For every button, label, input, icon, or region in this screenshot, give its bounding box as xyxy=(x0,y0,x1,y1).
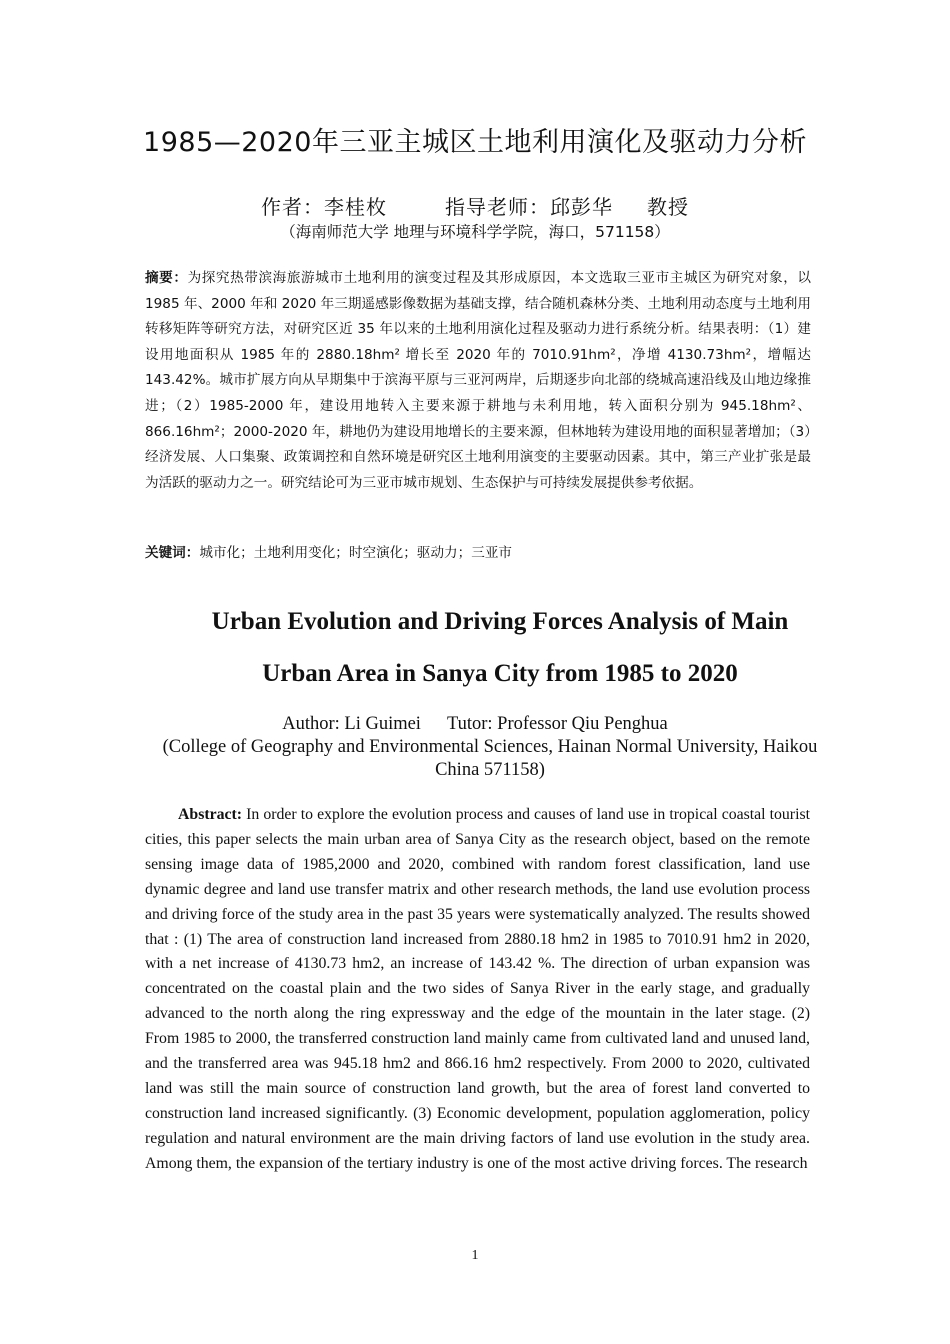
page-number: 1 xyxy=(471,1248,479,1263)
chinese-keywords-text: 城市化；土地利用变化；时空演化；驱动力；三亚市 xyxy=(199,545,513,561)
chinese-abstract-text: 为探究热带滨海旅游城市土地利用的演变过程及其形成原因，本文选取三亚市主城区为研究对象，以 1985 年、2000 年和 2020 年三期遥感影像数据为基础支撑，结合随机森林分类、土地利用动态度与土地利用转移矩阵等研究方法，对研究区近 35 年以来的土地利用演化过程及驱动力进行系统分析。结果表明：（1）建设用地面积从 1985 年的 2880.18hm² 增长至 2020 年的 7010.91hm²，净增 4130.73hm²，增幅达 143.42%。城市扩展方向从早期集中于滨海平原与三亚河两岸，后期逐步向北部的绕城高速沿线及山地边缘推进；（2）1985-2000 年，建设用地转入主要来源于耕地与未利用地，转入面积分别为 945.18hm²、866.16hm²；2000-2020 年，耕地仍为建设用地增长的主要来源，但林地转为建设用地的面积显著增加；（3）经济发展、人口集聚、政策调控和自然环境是研究区土地利用演变的主要驱动因素。其中，第三产业扩张是最为活跃的驱动力之一。研究结论可为三亚市城市规划、生态保护与可持续发展提供参考依据。 xyxy=(145,270,812,491)
english-author-line xyxy=(0,714,950,735)
english-title xyxy=(150,596,850,700)
english-abstract xyxy=(145,803,810,1177)
chinese-keywords-label: 关键词： xyxy=(145,545,200,561)
english-tutor: Tutor: Professor Qiu Penghua xyxy=(446,714,668,734)
chinese-author: 作者：李桂枚 xyxy=(261,195,387,219)
english-abstract-label: Abstract: xyxy=(178,806,243,823)
chinese-abstract-label: 摘要： xyxy=(145,270,188,286)
english-author: Author: Li Guimei xyxy=(282,714,421,734)
english-affiliation: (College of Geography and Environmental Sciences, Hainan Normal University, Haikou China 571158) xyxy=(162,737,818,780)
chinese-title: 1985—2020年三亚主城区土地利用演化及驱动力分析 xyxy=(143,127,807,158)
chinese-keywords xyxy=(145,541,811,565)
english-title-line-2: Urban Area in Sanya City from 1985 to 2020 xyxy=(262,660,738,687)
chinese-author-line xyxy=(0,191,950,220)
english-abstract-text: In order to explore the evolution process and causes of land use in tropical coastal tourist cities, this paper selects the main urban area of Sanya City as the research object, based on the remote sensing image data of 1985,2000 and 2020, combined with random forest classification, land use dynamic degree and land use transfer matrix and other research methods, the land use evolution process and driving force of the study area in the past 35 years were systematically analyzed. The results showed that : (1) The area of construction land increased from 2880.18 hm2 in 1985 to 7010.91 hm2 in 2020, with a net increase of 4130.73 hm2, an increase of 143.42 %. The direction of urban expansion was concentrated on the coastal plain and the two sides of Sanya River in the early stage, and gradually advanced to the north along the ring expressway and the edge of the mountain in the later stage. (2) From 1985 to 2000, the transferred construction land mainly came from cultivated land and unused land, and the transferred area was 945.18 hm2 and 866.16 hm2 respectively. From 2000 to 2020, cultivated land was still the main source of construction land growth, but the area of forest land converted to construction land increased significantly. (3) Economic development, population agglomeration, policy regulation and natural environment are the main driving factors of land use evolution in the study area. Among them, the expansion of the tertiary industry is one of the most active driving forces. The research xyxy=(145,806,810,1172)
chinese-tutor: 指导老师：邱彭华 xyxy=(445,195,613,219)
chinese-abstract xyxy=(145,266,811,496)
english-title-line-1: Urban Evolution and Driving Forces Analysis of Main xyxy=(211,608,789,635)
chinese-affiliation: （海南师范大学 地理与环境科学学院，海口，571158） xyxy=(280,223,670,241)
chinese-tutor-title: 教授 xyxy=(647,195,689,219)
